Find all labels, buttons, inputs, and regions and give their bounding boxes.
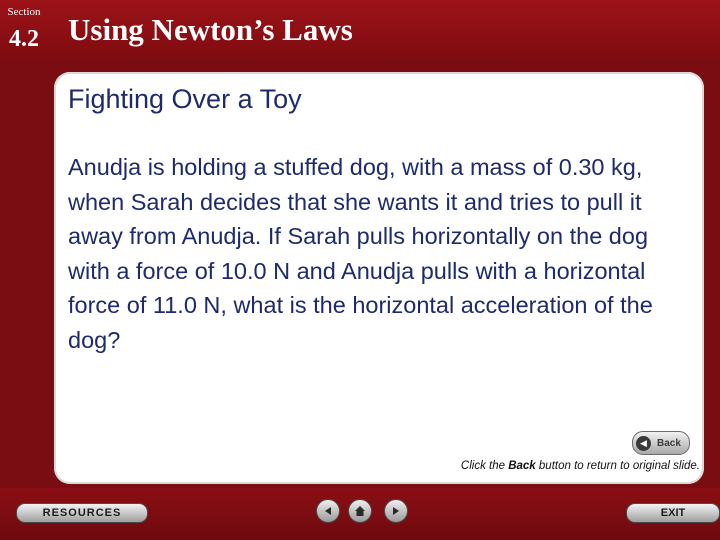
section-label: Section (7, 6, 41, 18)
back-hint-prefix: Click the (460, 460, 509, 472)
resources-button[interactable]: RESOURCES (16, 503, 148, 523)
section-badge (0, 0, 50, 60)
previous-icon (323, 506, 333, 516)
problem-text: Anudja is holding a stuffed dog, with a mass of 0.30 kg, when Sarah decides that she wants it and tries to pull it away from Anudja. If Sarah pulls horizontally on the dog with a force of 10.0 N and Anudja pulls with a horizontal force of 11.0 N, what is the horizontal acceleration of the dog? (68, 154, 653, 353)
back-hint-suffix: button to return to original slide. (535, 460, 700, 472)
back-hint-bold: Back (508, 460, 536, 472)
back-hint (461, 460, 700, 472)
header-bar (0, 0, 720, 60)
content-panel (54, 72, 704, 484)
back-button[interactable] (632, 431, 690, 455)
slide-title: Fighting Over a Toy (68, 84, 302, 114)
next-icon (391, 506, 401, 516)
home-button[interactable] (348, 499, 372, 523)
back-button-label: Back (657, 437, 681, 449)
home-icon (354, 505, 366, 517)
page-title: Using Newton’s Laws (68, 12, 353, 47)
section-number: 4.2 (9, 26, 39, 52)
exit-button[interactable]: EXIT (626, 503, 720, 523)
back-arrow-icon: ◀ (636, 436, 651, 451)
footer-bar (0, 488, 720, 540)
next-button[interactable] (384, 499, 408, 523)
previous-button[interactable] (316, 499, 340, 523)
